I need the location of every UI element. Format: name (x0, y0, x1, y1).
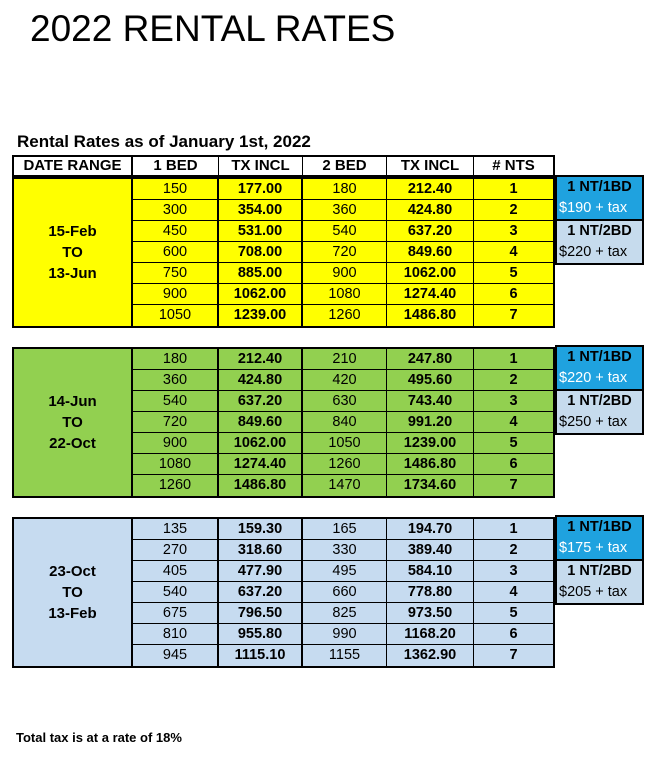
nights-cell: 5 (509, 265, 518, 281)
table-row (133, 454, 553, 475)
table-row (133, 475, 553, 496)
table-row (133, 349, 553, 370)
rate-1-bed-cell: 150 (133, 179, 219, 199)
nights-cell: 5 (509, 605, 518, 621)
rate-2-bed-tax-incl-cell: 1362.90 (387, 645, 474, 666)
rate-1-bed-cell: 720 (133, 412, 219, 432)
rate-2-bed-cell: 1260 (303, 454, 387, 474)
nights-cell: 5 (509, 435, 518, 451)
rate-1-bed-cell: 750 (133, 263, 219, 283)
badge-price: $220 + tax (559, 244, 628, 260)
nights-cell: 2 (509, 372, 518, 388)
nights-cell: 4 (509, 584, 518, 600)
table-row (133, 433, 553, 454)
season-block (12, 347, 555, 498)
table-row (133, 519, 553, 540)
rate-1-bed-cell: 135 (133, 519, 219, 539)
rate-2-bed-cell: 840 (303, 412, 387, 432)
rate-2-bed-cell: 540 (303, 221, 387, 241)
nights-cell: 7 (509, 477, 518, 493)
badge-price: $190 + tax (557, 198, 642, 219)
one-night-2bd-badge (555, 219, 644, 265)
date-range-date-to: TO (62, 244, 83, 261)
nights-cell: 6 (509, 456, 518, 472)
rate-2-bed-cell: 660 (303, 582, 387, 602)
header-tx-incl-1: TX INCL (219, 157, 303, 175)
one-night-1bd-badge (555, 345, 644, 391)
season-date-range (14, 349, 133, 496)
rate-1-bed-cell: 540 (133, 582, 219, 602)
badge-title: 1 NT/1BD (557, 177, 642, 198)
season-block (12, 517, 555, 668)
rate-1-bed-cell: 675 (133, 603, 219, 623)
table-row (133, 263, 553, 284)
rate-2-bed-tax-incl-cell: 743.40 (387, 391, 474, 411)
rate-1-bed-tax-incl-cell: 477.90 (219, 561, 303, 581)
rate-2-bed-tax-incl-cell: 1486.80 (387, 454, 474, 474)
rate-2-bed-tax-incl-cell: 849.60 (387, 242, 474, 262)
one-night-1bd-badge (555, 515, 644, 561)
rate-1-bed-tax-incl-cell: 318.60 (219, 540, 303, 560)
rate-2-bed-cell: 720 (303, 242, 387, 262)
date-range-date-end: 13-Jun (48, 265, 97, 282)
rate-1-bed-tax-incl-cell: 1062.00 (219, 433, 303, 453)
rate-1-bed-tax-incl-cell: 1115.10 (219, 645, 303, 666)
rate-1-bed-cell: 270 (133, 540, 219, 560)
table-row (133, 370, 553, 391)
rate-1-bed-tax-incl-cell: 849.60 (219, 412, 303, 432)
badge-title: 1 NT/2BD (567, 563, 632, 579)
rate-2-bed-cell: 330 (303, 540, 387, 560)
table-row (133, 179, 553, 200)
table-row (133, 221, 553, 242)
rate-2-bed-tax-incl-cell: 1274.40 (387, 284, 474, 304)
table-row (133, 391, 553, 412)
rate-2-bed-tax-incl-cell: 584.10 (387, 561, 474, 581)
table-row (133, 412, 553, 433)
date-range-date-end: 22-Oct (49, 435, 96, 452)
table-row (133, 561, 553, 582)
rate-1-bed-tax-incl-cell: 354.00 (219, 200, 303, 220)
rate-2-bed-cell: 990 (303, 624, 387, 644)
nights-cell: 1 (509, 521, 518, 537)
badge-price: $175 + tax (557, 538, 642, 559)
rate-1-bed-tax-incl-cell: 885.00 (219, 263, 303, 283)
rate-1-bed-tax-incl-cell: 637.20 (219, 582, 303, 602)
table-row (133, 582, 553, 603)
nights-cell: 4 (509, 414, 518, 430)
rate-2-bed-tax-incl-cell: 212.40 (387, 179, 474, 199)
rate-1-bed-tax-incl-cell: 1239.00 (219, 305, 303, 326)
rate-1-bed-tax-incl-cell: 637.20 (219, 391, 303, 411)
nights-cell: 3 (509, 563, 518, 579)
table-row (133, 603, 553, 624)
rate-2-bed-cell: 1470 (303, 475, 387, 496)
rate-1-bed-cell: 360 (133, 370, 219, 390)
header-2-bed: 2 BED (303, 157, 387, 175)
rate-1-bed-cell: 900 (133, 433, 219, 453)
rate-2-bed-tax-incl-cell: 1734.60 (387, 475, 474, 496)
rate-2-bed-cell: 825 (303, 603, 387, 623)
date-range-date-start: 14-Jun (48, 393, 97, 410)
rate-1-bed-tax-incl-cell: 212.40 (219, 349, 303, 369)
rate-2-bed-tax-incl-cell: 637.20 (387, 221, 474, 241)
badge-price: $205 + tax (559, 584, 628, 600)
rate-2-bed-tax-incl-cell: 424.80 (387, 200, 474, 220)
header-nights: # NTS (492, 157, 535, 174)
rate-2-bed-tax-incl-cell: 247.80 (387, 349, 474, 369)
nights-cell: 4 (509, 244, 518, 260)
table-row (133, 624, 553, 645)
rate-1-bed-cell: 1260 (133, 475, 219, 496)
rate-1-bed-cell: 1050 (133, 305, 219, 326)
rate-2-bed-tax-incl-cell: 991.20 (387, 412, 474, 432)
table-row (133, 305, 553, 326)
rate-2-bed-cell: 360 (303, 200, 387, 220)
rate-1-bed-tax-incl-cell: 159.30 (219, 519, 303, 539)
rate-2-bed-tax-incl-cell: 778.80 (387, 582, 474, 602)
rate-2-bed-tax-incl-cell: 973.50 (387, 603, 474, 623)
rate-1-bed-tax-incl-cell: 796.50 (219, 603, 303, 623)
rate-2-bed-cell: 1080 (303, 284, 387, 304)
rate-2-bed-cell: 210 (303, 349, 387, 369)
table-row (133, 540, 553, 561)
rate-1-bed-tax-incl-cell: 1486.80 (219, 475, 303, 496)
rate-1-bed-cell: 300 (133, 200, 219, 220)
nights-cell: 1 (509, 181, 518, 197)
rate-1-bed-tax-incl-cell: 531.00 (219, 221, 303, 241)
date-range-date-to: TO (62, 414, 83, 431)
rate-2-bed-cell: 900 (303, 263, 387, 283)
rate-2-bed-tax-incl-cell: 1486.80 (387, 305, 474, 326)
date-range-date-end: 13-Feb (48, 605, 97, 622)
badge-title: 1 NT/2BD (567, 393, 632, 409)
rate-2-bed-cell: 1155 (303, 645, 387, 666)
one-night-2bd-badge (555, 389, 644, 435)
date-range-date-start: 23-Oct (49, 563, 96, 580)
rate-1-bed-cell: 900 (133, 284, 219, 304)
table-subtitle: Rental Rates as of January 1st, 2022 (17, 132, 311, 151)
rate-1-bed-cell: 810 (133, 624, 219, 644)
rate-1-bed-tax-incl-cell: 708.00 (219, 242, 303, 262)
header-1-bed: 1 BED (133, 157, 219, 175)
rate-2-bed-tax-incl-cell: 194.70 (387, 519, 474, 539)
rate-1-bed-cell: 450 (133, 221, 219, 241)
rate-1-bed-cell: 405 (133, 561, 219, 581)
rate-2-bed-tax-incl-cell: 389.40 (387, 540, 474, 560)
rate-1-bed-cell: 1080 (133, 454, 219, 474)
rate-1-bed-cell: 945 (133, 645, 219, 666)
season-date-range (14, 179, 133, 326)
rate-2-bed-tax-incl-cell: 1239.00 (387, 433, 474, 453)
rate-1-bed-tax-incl-cell: 955.80 (219, 624, 303, 644)
rate-1-bed-tax-incl-cell: 424.80 (219, 370, 303, 390)
rate-2-bed-cell: 1050 (303, 433, 387, 453)
tax-note: Total tax is at a rate of 18% (16, 730, 182, 745)
season-date-range (14, 519, 133, 666)
rate-2-bed-cell: 495 (303, 561, 387, 581)
nights-cell: 3 (509, 393, 518, 409)
nights-cell: 7 (509, 647, 518, 663)
table-header-row (12, 155, 555, 177)
rate-2-bed-cell: 180 (303, 179, 387, 199)
nights-cell: 6 (509, 286, 518, 302)
nights-cell: 1 (509, 351, 518, 367)
rate-1-bed-cell: 540 (133, 391, 219, 411)
rate-2-bed-cell: 420 (303, 370, 387, 390)
one-night-1bd-badge (555, 175, 644, 221)
table-row (133, 200, 553, 221)
header-date-range: DATE RANGE (14, 157, 133, 175)
rate-2-bed-tax-incl-cell: 495.60 (387, 370, 474, 390)
page-title: 2022 RENTAL RATES (30, 8, 396, 49)
date-range-date-to: TO (62, 584, 83, 601)
table-row (133, 645, 553, 666)
rate-1-bed-tax-incl-cell: 1274.40 (219, 454, 303, 474)
rate-2-bed-cell: 165 (303, 519, 387, 539)
one-night-2bd-badge (555, 559, 644, 605)
nights-cell: 2 (509, 542, 518, 558)
rate-2-bed-cell: 1260 (303, 305, 387, 326)
rate-2-bed-tax-incl-cell: 1062.00 (387, 263, 474, 283)
rate-1-bed-cell: 180 (133, 349, 219, 369)
badge-title: 1 NT/2BD (567, 223, 632, 239)
rate-1-bed-tax-incl-cell: 177.00 (219, 179, 303, 199)
table-row (133, 284, 553, 305)
rate-2-bed-tax-incl-cell: 1168.20 (387, 624, 474, 644)
season-block (12, 177, 555, 328)
rate-1-bed-cell: 600 (133, 242, 219, 262)
nights-cell: 2 (509, 202, 518, 218)
badge-price: $250 + tax (559, 414, 628, 430)
table-row (133, 242, 553, 263)
badge-title: 1 NT/1BD (557, 347, 642, 368)
badge-title: 1 NT/1BD (557, 517, 642, 538)
rate-2-bed-cell: 630 (303, 391, 387, 411)
nights-cell: 6 (509, 626, 518, 642)
nights-cell: 7 (509, 307, 518, 323)
header-tx-incl-2: TX INCL (387, 157, 474, 175)
nights-cell: 3 (509, 223, 518, 239)
badge-price: $220 + tax (557, 368, 642, 389)
date-range-date-start: 15-Feb (48, 223, 97, 240)
rate-1-bed-tax-incl-cell: 1062.00 (219, 284, 303, 304)
